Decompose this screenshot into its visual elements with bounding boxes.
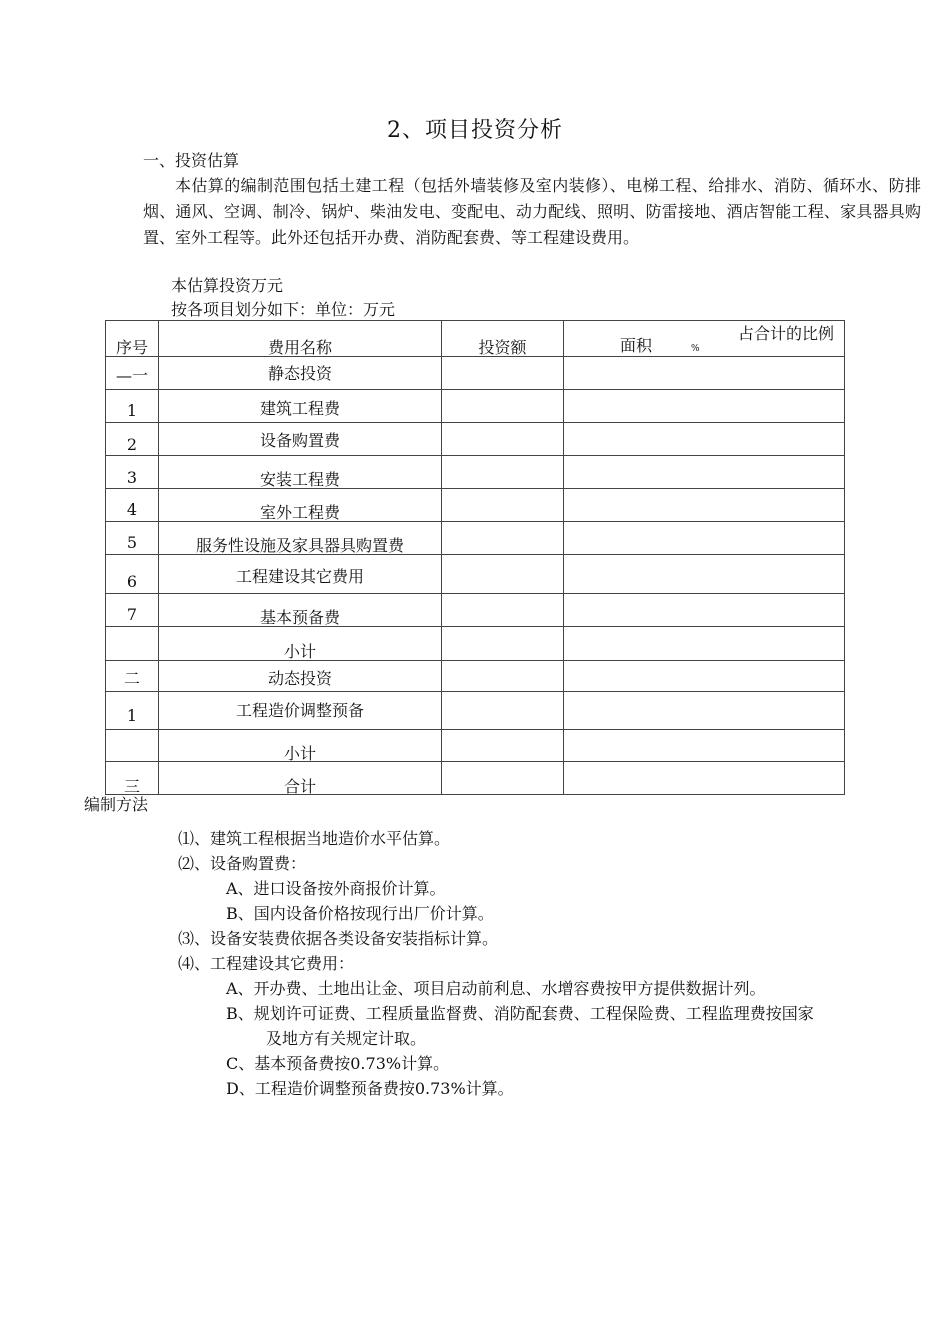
row-amount-cell [442, 762, 564, 795]
row-name: 设备购置费 [259, 431, 340, 450]
row-amount-cell [442, 627, 564, 661]
investment-table [105, 320, 845, 795]
header-percent-mark: % [691, 344, 700, 354]
header-cost-name: 费用名称 [267, 338, 332, 357]
row-name: 工程造价调整预备 [235, 701, 364, 720]
unit-line: 按各项目划分如下：单位：万元 [171, 300, 396, 319]
row-amount-cell [442, 423, 564, 456]
method-item: A、进口设备按外商报价计算。 [226, 879, 446, 898]
header-ratio-of-total: 占合计的比例 [737, 324, 834, 343]
row-seq: 1 [126, 706, 138, 725]
table-row [106, 692, 845, 730]
row-area-cell [564, 456, 845, 489]
method-item: ⑴、建筑工程根据当地造价水平估算。 [178, 829, 451, 848]
row-area-cell [564, 762, 845, 795]
row-name: 建筑工程费 [259, 399, 340, 418]
method-item: 及地方有关规定计取。 [266, 1029, 427, 1048]
row-amount-cell [442, 522, 564, 555]
table-row [106, 762, 845, 795]
row-area-cell [564, 522, 845, 555]
table-row [106, 489, 845, 522]
row-seq: 1 [126, 401, 138, 420]
row-amount-cell [442, 692, 564, 730]
row-amount-cell [442, 594, 564, 627]
row-amount-cell [442, 390, 564, 423]
method-item: C、基本预备费按0.73%计算。 [226, 1054, 450, 1073]
table-row [106, 357, 845, 390]
row-amount-cell [442, 730, 564, 762]
row-name: 基本预备费 [259, 608, 340, 627]
method-item: ⑵、设备购置费： [178, 854, 307, 873]
row-area-cell [564, 489, 845, 522]
row-name: 小计 [283, 744, 316, 763]
row-area-cell [564, 661, 845, 692]
header-seq: 序号 [115, 338, 148, 357]
row-name: 动态投资 [267, 669, 332, 688]
row-area-cell [564, 390, 845, 423]
estimate-scope-paragraph: 本估算的编制范围包括土建工程（包括外墙装修及室内装修）、电梯工程、给排水、消防、循环水、防排烟、通风、空调、制冷、锅炉、柴油发电、变配电、动力配线、照明、防雷接地、酒店智能工程、家具器具购置、室外工程等。此外还包括开办费、消防配套费、等工程建设费用。 [143, 176, 921, 247]
row-seq: 三 [123, 777, 140, 796]
row-seq: 2 [126, 435, 138, 454]
row-seq: —一 [115, 366, 148, 385]
table-row [106, 555, 845, 594]
row-amount-cell [442, 489, 564, 522]
table-row [106, 456, 845, 489]
row-name: 服务性设施及家具器具购置费 [195, 536, 404, 555]
row-seq: 6 [126, 572, 138, 591]
method-item: ⑶、设备安装费依据各类设备安装指标计算。 [178, 929, 499, 948]
row-area-cell [564, 357, 845, 390]
row-amount-cell [442, 456, 564, 489]
method-item: ⑷、工程建设其它费用： [178, 954, 355, 973]
section-heading-investment-estimate: 一、投资估算 [143, 151, 240, 170]
row-amount-cell [442, 555, 564, 594]
row-name: 工程建设其它费用 [235, 567, 364, 586]
row-seq: 二 [123, 669, 140, 688]
row-area-cell [564, 627, 845, 661]
row-seq: 5 [126, 533, 138, 552]
header-area: 面积 [620, 336, 653, 355]
row-area-cell [564, 692, 845, 730]
row-name: 室外工程费 [259, 503, 340, 522]
row-name: 合计 [283, 777, 316, 796]
method-item: D、工程造价调整预备费按0.73%计算。 [226, 1079, 514, 1098]
row-area-cell [564, 423, 845, 456]
table-row [106, 594, 845, 627]
table-row [106, 522, 845, 555]
table-row [106, 423, 845, 456]
table-row [106, 390, 845, 423]
row-area-cell [564, 594, 845, 627]
row-seq: 4 [126, 500, 138, 519]
row-area-cell [564, 555, 845, 594]
page-title: 2、项目投资分析 [387, 118, 563, 143]
row-seq: 3 [126, 468, 138, 487]
row-name: 小计 [283, 642, 316, 661]
row-name: 静态投资 [267, 364, 332, 383]
row-name: 安装工程费 [259, 470, 340, 489]
row-amount-cell [442, 357, 564, 390]
method-heading: 编制方法 [84, 795, 149, 814]
table-row [106, 730, 845, 762]
table-row [106, 661, 845, 692]
row-seq: 7 [126, 605, 138, 624]
row-area-cell [564, 730, 845, 762]
method-item: A、开办费、土地出让金、项目启动前利息、水增容费按甲方提供数据计列。 [226, 979, 766, 998]
total-investment-line: 本估算投资万元 [171, 276, 284, 295]
method-item: B、规划许可证费、工程质量监督费、消防配套费、工程保险费、工程监理费按国家 [226, 1004, 814, 1023]
row-amount-cell [442, 661, 564, 692]
method-item: B、国内设备价格按现行出厂价计算。 [226, 904, 494, 923]
table-row [106, 627, 845, 661]
header-investment-amount: 投资额 [478, 338, 527, 357]
table-header-row [106, 321, 845, 357]
